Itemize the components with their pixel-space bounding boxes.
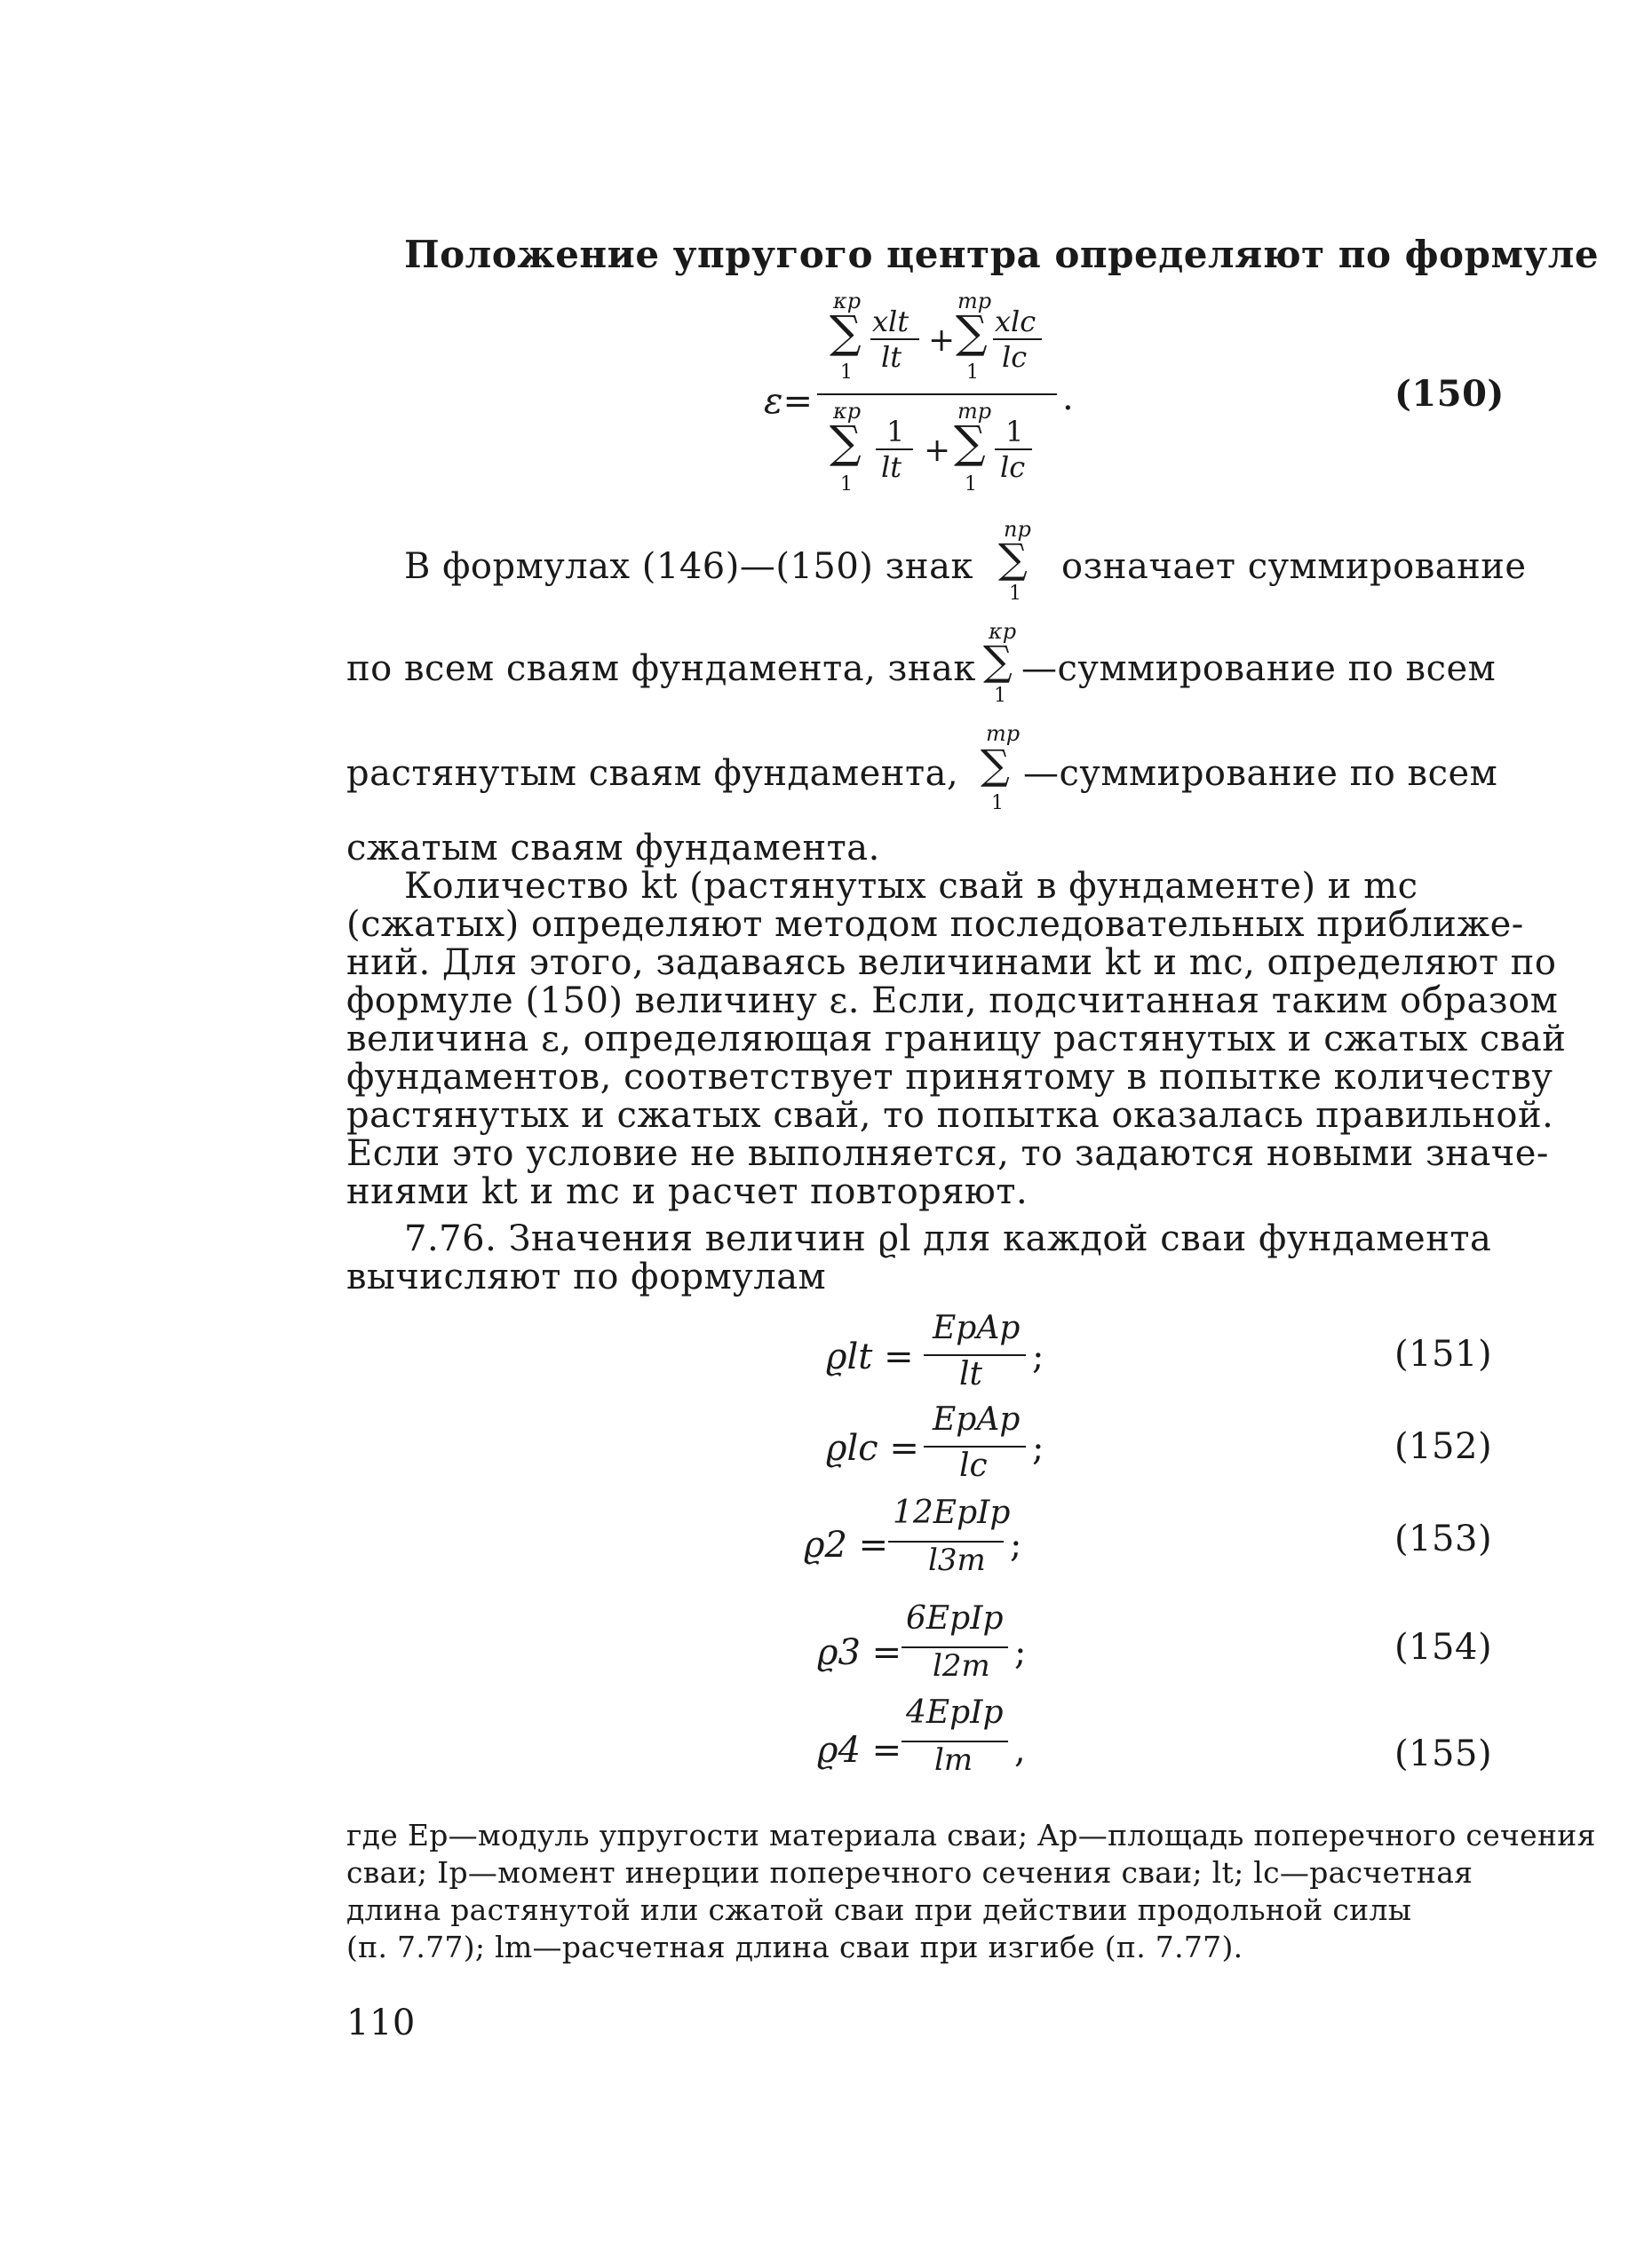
footnote-line: где Ep—модуль упругости материала сваи; Ap—площадь поперечного сечения <box>346 1818 1596 1852</box>
sigma-icon: ∑ <box>956 306 988 358</box>
formula-denominator: l3m <box>928 1543 986 1578</box>
formula-150-numerator <box>817 289 1048 386</box>
formula-154 <box>817 1600 1048 1698</box>
formula-150-lhs: ε= <box>764 381 813 422</box>
equation-number-155: (155) <box>1394 1733 1493 1774</box>
para2-line: (сжатых) определяют методом последовательных приближе- <box>346 904 1524 945</box>
plus-sign: + <box>924 432 951 469</box>
para2-line: ниями kt и mc и расчет повторяют. <box>346 1171 1029 1212</box>
formula-lhs: ϱ4 = <box>817 1730 902 1771</box>
formula-trail: ; <box>1014 1632 1027 1673</box>
formula-denominator: lt <box>959 1356 982 1392</box>
frac-top: xlc <box>995 305 1036 338</box>
formula-trail: ; <box>1010 1525 1022 1566</box>
formula-152 <box>826 1401 1057 1490</box>
para2-line: растянутых и сжатых свай, то попытка оказалась правильной. <box>346 1095 1554 1136</box>
formula-155 <box>817 1694 1048 1792</box>
formula-numerator: EpAp <box>933 1310 1021 1346</box>
para1-line1-post: означает суммирование <box>1061 546 1527 587</box>
sum-upper: κp <box>833 289 862 313</box>
footnote-line: длина растянутой или сжатой сваи при действии продольной силы <box>346 1892 1412 1927</box>
sum-upper: κp <box>989 619 1017 644</box>
sum-upper: κp <box>833 399 862 424</box>
page-number: 110 <box>346 2003 416 2043</box>
formula-numerator: EpAp <box>933 1401 1021 1438</box>
sum-upper: np <box>1004 517 1031 542</box>
equation-number-154: (154) <box>1394 1627 1493 1668</box>
formula-150 <box>764 289 1074 506</box>
main-fraction-bar <box>817 393 1057 395</box>
sum-symbol-mp <box>977 721 1021 823</box>
para2-line: Если это условие не выполняется, то задаются новыми значе- <box>346 1133 1549 1174</box>
footnote-line: сваи; Ip—момент инерции поперечного сечения сваи; lt; lc—расчетная <box>346 1855 1473 1890</box>
equation-number-153: (153) <box>1394 1519 1493 1559</box>
sum-upper: mp <box>957 289 992 313</box>
frac-top: 1 <box>1005 415 1024 448</box>
formula-lhs: ϱlt = <box>826 1337 914 1377</box>
formula-numerator: 4EpIp <box>906 1694 1004 1731</box>
formula-lhs: ϱ2 = <box>804 1525 889 1566</box>
sum-upper: mp <box>957 399 992 424</box>
sum-lower: 1 <box>966 361 979 384</box>
para1-line3-pre: растянутым сваям фундамента, <box>346 753 959 794</box>
formula-trail: ; <box>1032 1428 1044 1469</box>
sum-symbol-kp <box>980 619 1024 717</box>
frac-top: xlt <box>872 305 909 338</box>
sum-lower: 1 <box>991 792 1004 814</box>
formula-denominator: lc <box>959 1448 988 1484</box>
sigma-icon: ∑ <box>830 306 862 358</box>
equation-number-151: (151) <box>1394 1334 1493 1375</box>
sigma-icon: ∑ <box>830 416 862 468</box>
frac-bot: lt <box>881 450 902 484</box>
para2-line: ний. Для этого, задаваясь величинами kt и mc, определяют по <box>346 942 1557 983</box>
sigma-icon: ∑ <box>981 741 1010 789</box>
sum-upper: mp <box>986 721 1021 746</box>
para1-line2-post: —суммирование по всем <box>1021 648 1497 689</box>
formula-trail: ; <box>1032 1337 1044 1377</box>
sum-lower: 1 <box>840 473 853 496</box>
sum-lower: 1 <box>1009 583 1021 605</box>
para2-line: фундаментов, соответствует принятому в попытке количеству <box>346 1057 1553 1098</box>
formula-150-denominator <box>817 399 1048 505</box>
plus-sign: + <box>928 322 956 359</box>
formula-denominator: lm <box>934 1742 973 1778</box>
sum-symbol-np <box>995 517 1039 615</box>
formula-153 <box>804 1495 1035 1592</box>
frac-bot: lc <box>1002 340 1028 374</box>
sigma-icon: ∑ <box>983 637 1013 685</box>
formula-numerator: 12EpIp <box>893 1495 1011 1531</box>
para2-line: формуле (150) величину ε. Если, подсчитанная таким образом <box>346 980 1559 1021</box>
formula-lhs: ϱ3 = <box>817 1632 902 1673</box>
para1-line1-pre: В формулах (146)—(150) знак <box>404 546 973 587</box>
trail-dot: . <box>1062 377 1074 418</box>
frac-bot: lt <box>881 340 902 374</box>
frac-top: 1 <box>886 415 905 448</box>
sigma-icon: ∑ <box>954 416 986 468</box>
formula-trail: , <box>1014 1730 1026 1771</box>
sum-lower: 1 <box>965 473 977 496</box>
formula-151 <box>826 1310 1057 1399</box>
footnote-line: (п. 7.77); lm—расчетная длина сваи при изгибе (п. 7.77). <box>346 1930 1243 1964</box>
para1-line4: сжатым сваям фундамента. <box>346 828 880 869</box>
para1-line3-post: —суммирование по всем <box>1023 753 1498 794</box>
formula-lhs: ϱlc = <box>826 1428 919 1469</box>
para3-line2: вычисляют по формулам <box>346 1257 827 1297</box>
para2-line: величина ε, определяющая границу растянутых и сжатых свай <box>346 1019 1567 1059</box>
para1-line2-pre: по всем сваям фундамента, знак <box>346 648 976 689</box>
sum-lower: 1 <box>994 685 1006 707</box>
formula-denominator: l2m <box>933 1648 990 1684</box>
para3-line1: 7.76. Значения величин ϱl для каждой сваи фундамента <box>404 1218 1492 1259</box>
equation-number-150: (150) <box>1394 373 1505 415</box>
sum-lower: 1 <box>840 361 853 384</box>
frac-bot: lc <box>1000 450 1026 484</box>
sigma-icon: ∑ <box>998 535 1028 583</box>
section-heading: Положение упругого центра определяют по формуле <box>404 233 1600 276</box>
equation-number-152: (152) <box>1394 1426 1493 1467</box>
formula-numerator: 6EpIp <box>906 1600 1004 1637</box>
para2-line: Количество kt (растянутых свай в фундаменте) и mc <box>404 866 1418 907</box>
